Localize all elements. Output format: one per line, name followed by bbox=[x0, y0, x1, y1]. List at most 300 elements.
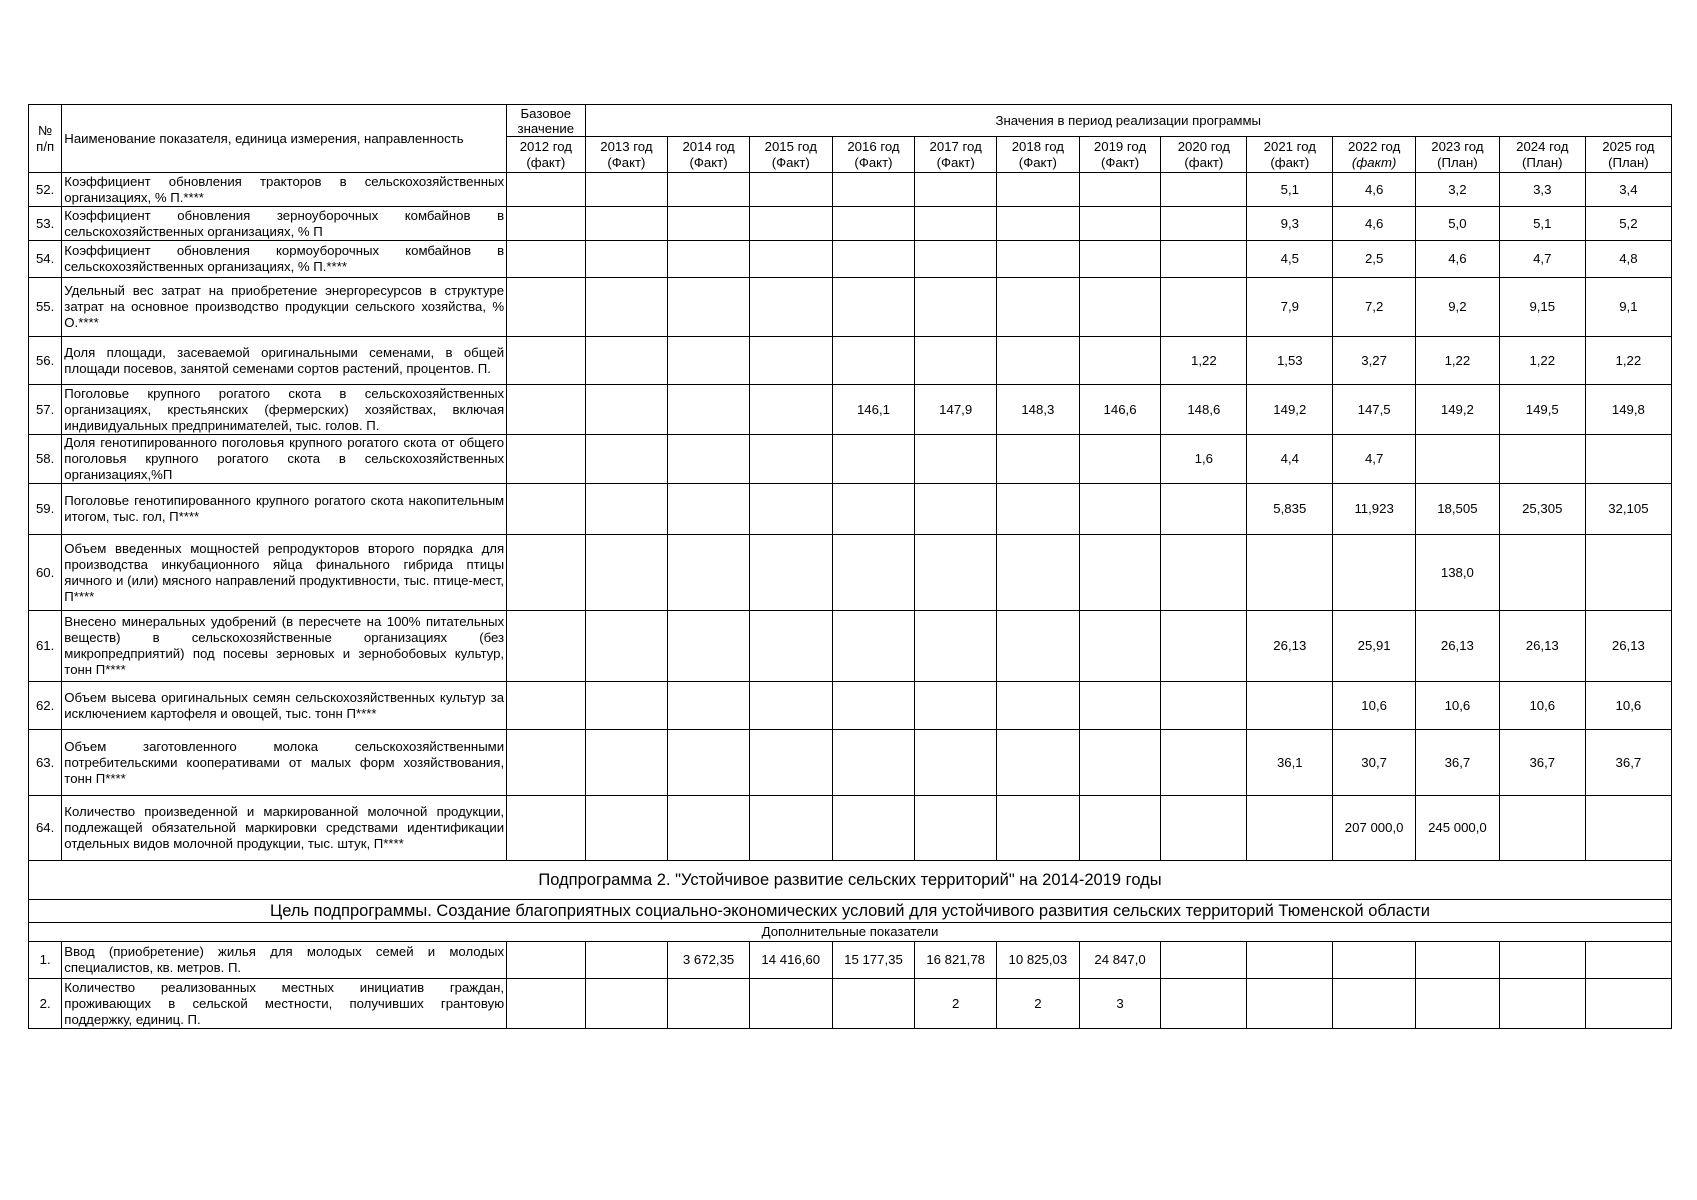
row-number: 2. bbox=[29, 979, 62, 1029]
indicator-value: 245 000,0 bbox=[1416, 796, 1500, 861]
indicator-value: 30,7 bbox=[1333, 730, 1416, 796]
indicator-value: 36,1 bbox=[1247, 730, 1333, 796]
indicator-value: 26,13 bbox=[1585, 611, 1671, 682]
header-year bbox=[585, 137, 668, 173]
indicator-value: 149,5 bbox=[1499, 385, 1585, 435]
indicator-value: 3 672,35 bbox=[668, 942, 750, 979]
indicator-value bbox=[1499, 796, 1585, 861]
header-year-label: 2025 год bbox=[1602, 138, 1655, 154]
indicator-value: 36,7 bbox=[1499, 730, 1585, 796]
indicator-value bbox=[1161, 979, 1247, 1029]
table-row bbox=[29, 611, 1672, 682]
indicator-value: 1,22 bbox=[1585, 337, 1671, 385]
header-year-label: 2012 год bbox=[519, 138, 572, 154]
table-row bbox=[29, 942, 1672, 979]
indicator-value bbox=[832, 484, 915, 535]
indicator-name: Внесено минеральных удобрений (в пересчете на 100% питательных веществ) в сельскохозяйственные организациях (без микропредприятий) под посевы зерновых и зернобобовых культур, тонн П**** bbox=[62, 611, 507, 682]
header-year bbox=[1333, 137, 1416, 173]
indicator-value bbox=[997, 207, 1080, 241]
indicator-value bbox=[1585, 535, 1671, 611]
indicator-value bbox=[749, 435, 832, 484]
indicator-value: 16 821,78 bbox=[915, 942, 997, 979]
header-year-type: (План) bbox=[1608, 154, 1649, 170]
row-number: 60. bbox=[29, 535, 62, 611]
indicator-value bbox=[915, 241, 997, 278]
indicator-value: 149,8 bbox=[1585, 385, 1671, 435]
indicator-value bbox=[507, 278, 585, 337]
table-row bbox=[29, 278, 1672, 337]
indicator-value: 26,13 bbox=[1247, 611, 1333, 682]
header-period: Значения в период реализации программы bbox=[585, 105, 1671, 137]
indicator-value: 3 bbox=[1079, 979, 1161, 1029]
indicator-value: 2 bbox=[997, 979, 1080, 1029]
row-number: 52. bbox=[29, 173, 62, 207]
table-row bbox=[29, 207, 1672, 241]
indicator-value: 2,5 bbox=[1333, 241, 1416, 278]
indicator-value bbox=[749, 535, 832, 611]
indicator-value: 149,2 bbox=[1247, 385, 1333, 435]
indicator-value bbox=[997, 241, 1080, 278]
indicator-value bbox=[1161, 730, 1247, 796]
indicator-value bbox=[1161, 796, 1247, 861]
indicator-value bbox=[997, 535, 1080, 611]
indicator-value bbox=[507, 535, 585, 611]
indicator-value: 3,2 bbox=[1416, 173, 1500, 207]
table-row bbox=[29, 979, 1672, 1029]
indicator-value: 1,22 bbox=[1416, 337, 1500, 385]
indicator-value bbox=[832, 435, 915, 484]
header-year bbox=[997, 137, 1080, 173]
indicator-value: 5,1 bbox=[1247, 173, 1333, 207]
indicator-value bbox=[1416, 942, 1500, 979]
indicators-table bbox=[28, 104, 1672, 1029]
indicator-value bbox=[507, 207, 585, 241]
indicator-value bbox=[668, 337, 750, 385]
indicator-value bbox=[1333, 535, 1416, 611]
indicator-value bbox=[1161, 682, 1247, 730]
indicator-value bbox=[668, 241, 750, 278]
header-year-type: (Факт) bbox=[1100, 154, 1140, 170]
indicator-value bbox=[1416, 979, 1500, 1029]
indicator-value: 9,1 bbox=[1585, 278, 1671, 337]
indicator-value bbox=[668, 173, 750, 207]
indicator-value bbox=[1079, 535, 1161, 611]
indicator-value bbox=[915, 278, 997, 337]
indicator-value: 3,4 bbox=[1585, 173, 1671, 207]
indicator-name: Коэффициент обновления зерноуборочных комбайнов в сельскохозяйственных организациях, % П bbox=[62, 207, 507, 241]
indicator-value bbox=[997, 730, 1080, 796]
indicator-value: 26,13 bbox=[1499, 611, 1585, 682]
header-year-type: (факт) bbox=[526, 154, 566, 170]
row-number: 56. bbox=[29, 337, 62, 385]
table-row bbox=[29, 535, 1672, 611]
indicator-value bbox=[1161, 484, 1247, 535]
indicator-value bbox=[1161, 241, 1247, 278]
table-row bbox=[29, 241, 1672, 278]
indicator-value bbox=[507, 337, 585, 385]
indicator-value bbox=[1499, 435, 1585, 484]
indicator-value bbox=[668, 682, 750, 730]
indicator-value bbox=[668, 207, 750, 241]
header-base: Базовое значение bbox=[507, 105, 585, 137]
indicator-value: 4,7 bbox=[1333, 435, 1416, 484]
table-row bbox=[29, 796, 1672, 861]
indicator-value: 10,6 bbox=[1333, 682, 1416, 730]
indicator-name: Ввод (приобретение) жилья для молодых семей и молодых специалистов, кв. метров. П. bbox=[62, 942, 507, 979]
row-number: 54. bbox=[29, 241, 62, 278]
indicator-value: 147,9 bbox=[915, 385, 997, 435]
indicator-value bbox=[1161, 535, 1247, 611]
table-row bbox=[29, 730, 1672, 796]
indicator-value bbox=[1585, 435, 1671, 484]
indicator-value bbox=[749, 682, 832, 730]
indicator-value bbox=[1585, 979, 1671, 1029]
indicator-value: 1,6 bbox=[1161, 435, 1247, 484]
indicator-value bbox=[1333, 979, 1416, 1029]
indicator-value: 1,22 bbox=[1161, 337, 1247, 385]
additional-indicators-label-row bbox=[29, 923, 1672, 942]
indicator-value: 5,835 bbox=[1247, 484, 1333, 535]
indicator-value bbox=[668, 385, 750, 435]
indicator-value bbox=[1079, 796, 1161, 861]
indicator-value bbox=[585, 682, 668, 730]
indicator-value: 148,6 bbox=[1161, 385, 1247, 435]
indicator-name: Поголовье генотипированного крупного рогатого скота накопительным итогом, тыс. гол, П**** bbox=[62, 484, 507, 535]
indicator-value: 11,923 bbox=[1333, 484, 1416, 535]
indicator-value bbox=[585, 435, 668, 484]
indicator-value bbox=[1161, 278, 1247, 337]
indicator-value bbox=[997, 682, 1080, 730]
indicator-value bbox=[1079, 682, 1161, 730]
indicator-value bbox=[1499, 942, 1585, 979]
indicator-value bbox=[585, 942, 668, 979]
indicator-value bbox=[507, 682, 585, 730]
indicator-value bbox=[749, 979, 832, 1029]
indicator-value: 4,6 bbox=[1416, 241, 1500, 278]
row-number: 57. bbox=[29, 385, 62, 435]
indicator-value bbox=[1079, 435, 1161, 484]
indicator-value: 1,22 bbox=[1499, 337, 1585, 385]
indicator-value bbox=[507, 385, 585, 435]
indicator-value bbox=[832, 979, 915, 1029]
indicator-value bbox=[1079, 173, 1161, 207]
indicator-value: 4,8 bbox=[1585, 241, 1671, 278]
indicator-value: 18,505 bbox=[1416, 484, 1500, 535]
indicator-name: Коэффициент обновления тракторов в сельскохозяйственных организациях, % П.**** bbox=[62, 173, 507, 207]
indicator-name: Объем введенных мощностей репродукторов второго порядка для производства инкубационного яйца финального гибрида птицы яичного и (или) мясного направлений продуктивности, тыс. птице-мест, П**** bbox=[62, 535, 507, 611]
subprogram-title: Подпрограмма 2. "Устойчивое развитие сельских территорий" на 2014-2019 годы bbox=[29, 861, 1672, 900]
indicator-value: 3,3 bbox=[1499, 173, 1585, 207]
indicator-value: 149,2 bbox=[1416, 385, 1500, 435]
indicator-value: 9,15 bbox=[1499, 278, 1585, 337]
indicator-value bbox=[585, 730, 668, 796]
indicator-value bbox=[749, 278, 832, 337]
subprogram-goal-row bbox=[29, 900, 1672, 923]
indicator-value bbox=[1079, 207, 1161, 241]
indicator-name: Коэффициент обновления кормоуборочных комбайнов в сельскохозяйственных организациях, % П.**** bbox=[62, 241, 507, 278]
indicator-value: 26,13 bbox=[1416, 611, 1500, 682]
indicator-value bbox=[832, 207, 915, 241]
indicator-value bbox=[1079, 241, 1161, 278]
indicator-value bbox=[915, 796, 997, 861]
indicator-value bbox=[1585, 942, 1671, 979]
additional-indicators-label: Дополнительные показатели bbox=[29, 923, 1672, 942]
header-year-type: (Факт) bbox=[936, 154, 975, 170]
row-number: 1. bbox=[29, 942, 62, 979]
subprogram-title-row bbox=[29, 861, 1672, 900]
header-year-label: 2019 год bbox=[1093, 138, 1147, 154]
indicator-value bbox=[832, 337, 915, 385]
table-row bbox=[29, 337, 1672, 385]
indicator-value: 146,6 bbox=[1079, 385, 1161, 435]
table-row bbox=[29, 682, 1672, 730]
table-row bbox=[29, 484, 1672, 535]
header-year-label: 2017 год bbox=[929, 138, 982, 154]
row-number: 58. bbox=[29, 435, 62, 484]
indicator-value bbox=[997, 337, 1080, 385]
indicator-value: 9,3 bbox=[1247, 207, 1333, 241]
indicator-value bbox=[749, 173, 832, 207]
indicator-value bbox=[1247, 796, 1333, 861]
indicator-value bbox=[749, 611, 832, 682]
table-row bbox=[29, 435, 1672, 484]
header-year-label: 2024 год bbox=[1516, 138, 1569, 154]
indicator-value: 10,6 bbox=[1499, 682, 1585, 730]
indicator-value bbox=[915, 337, 997, 385]
indicator-name: Объем высева оригинальных семян сельскохозяйственных культур за исключением картофеля и овощей, тыс. тонн П**** bbox=[62, 682, 507, 730]
indicator-value bbox=[749, 730, 832, 796]
indicator-value bbox=[749, 484, 832, 535]
indicator-name: Количество реализованных местных инициатив граждан, проживающих в сельской местности, получивших грантовую поддержку, единиц. П. bbox=[62, 979, 507, 1029]
indicator-value bbox=[997, 278, 1080, 337]
indicator-value: 138,0 bbox=[1416, 535, 1500, 611]
header-year-label: 2015 год bbox=[764, 138, 817, 154]
header-year bbox=[1585, 137, 1671, 173]
header-name: Наименование показателя, единица измерения, направленность bbox=[62, 105, 507, 173]
header-year-type: (факт) bbox=[1270, 154, 1310, 170]
indicator-value bbox=[585, 385, 668, 435]
row-number: 63. bbox=[29, 730, 62, 796]
indicator-value bbox=[668, 435, 750, 484]
header-year-label: 2022 год bbox=[1348, 138, 1401, 154]
indicator-value bbox=[668, 611, 750, 682]
indicator-value bbox=[997, 173, 1080, 207]
indicator-value bbox=[1247, 942, 1333, 979]
indicator-value: 10 825,03 bbox=[997, 942, 1080, 979]
indicator-value bbox=[749, 337, 832, 385]
indicator-value bbox=[915, 484, 997, 535]
indicator-value bbox=[585, 796, 668, 861]
indicator-value: 10,6 bbox=[1585, 682, 1671, 730]
indicator-value bbox=[1585, 796, 1671, 861]
header-year-type: (Факт) bbox=[689, 154, 728, 170]
indicator-value bbox=[832, 730, 915, 796]
indicator-name: Доля площади, засеваемой оригинальными семенами, в общей площади посевов, занятой семенами сортов растений, процентов. П. bbox=[62, 337, 507, 385]
indicator-value: 5,0 bbox=[1416, 207, 1500, 241]
indicator-value bbox=[1079, 278, 1161, 337]
indicator-value: 7,2 bbox=[1333, 278, 1416, 337]
indicator-value bbox=[585, 484, 668, 535]
indicator-value bbox=[1247, 979, 1333, 1029]
indicator-value: 32,105 bbox=[1585, 484, 1671, 535]
header-year-type: (План) bbox=[1521, 154, 1563, 170]
indicator-value bbox=[1247, 535, 1333, 611]
indicator-value bbox=[997, 435, 1080, 484]
indicator-value bbox=[749, 385, 832, 435]
indicator-name: Доля генотипированного поголовья крупного рогатого скота от общего поголовья крупного рогатого скота в сельскохозяйственных организациях,%П bbox=[62, 435, 507, 484]
indicator-value: 4,7 bbox=[1499, 241, 1585, 278]
indicator-value bbox=[1161, 942, 1247, 979]
header-year-label: 2013 год bbox=[600, 138, 653, 154]
indicator-value: 4,5 bbox=[1247, 241, 1333, 278]
header-year-label: 2018 год bbox=[1011, 138, 1064, 154]
indicator-value bbox=[1499, 979, 1585, 1029]
header-year bbox=[915, 137, 997, 173]
header-year bbox=[668, 137, 750, 173]
header-year bbox=[507, 137, 585, 173]
row-number: 64. bbox=[29, 796, 62, 861]
header-year-type: (Факт) bbox=[607, 154, 646, 170]
indicator-value: 24 847,0 bbox=[1079, 942, 1161, 979]
indicator-value bbox=[585, 979, 668, 1029]
table-row bbox=[29, 173, 1672, 207]
indicator-value bbox=[507, 942, 585, 979]
indicator-value bbox=[1333, 942, 1416, 979]
header-year bbox=[1499, 137, 1585, 173]
indicator-value bbox=[585, 241, 668, 278]
indicator-value bbox=[585, 173, 668, 207]
indicator-value bbox=[507, 979, 585, 1029]
indicator-value bbox=[507, 173, 585, 207]
indicator-value bbox=[832, 796, 915, 861]
indicator-value bbox=[1161, 173, 1247, 207]
indicator-value bbox=[915, 535, 997, 611]
indicator-value: 7,9 bbox=[1247, 278, 1333, 337]
subprogram-goal: Цель подпрограммы. Создание благоприятных социально-экономических условий для устойчивого развития сельских территорий Тюменской области bbox=[29, 900, 1672, 923]
indicator-value bbox=[997, 484, 1080, 535]
header-year-type: (факт) bbox=[1351, 154, 1397, 170]
header-year-type: (Факт) bbox=[1018, 154, 1057, 170]
indicator-value bbox=[1161, 611, 1247, 682]
indicator-value: 4,6 bbox=[1333, 207, 1416, 241]
header-number: № п/п bbox=[29, 105, 62, 173]
indicator-value bbox=[832, 173, 915, 207]
header-year bbox=[1161, 137, 1247, 173]
header-year-label: 2014 год bbox=[682, 138, 735, 154]
indicator-value bbox=[1079, 484, 1161, 535]
indicator-value bbox=[1247, 682, 1333, 730]
indicator-value: 9,2 bbox=[1416, 278, 1500, 337]
indicator-value: 146,1 bbox=[832, 385, 915, 435]
header-year-type: (План) bbox=[1437, 154, 1478, 170]
table-row bbox=[29, 385, 1672, 435]
indicator-value: 207 000,0 bbox=[1333, 796, 1416, 861]
indicator-value: 2 bbox=[915, 979, 997, 1029]
indicator-value bbox=[507, 435, 585, 484]
indicator-value: 3,27 bbox=[1333, 337, 1416, 385]
indicator-value bbox=[668, 730, 750, 796]
header-year-label: 2020 год bbox=[1177, 138, 1230, 154]
indicator-value bbox=[832, 241, 915, 278]
indicator-value: 15 177,35 bbox=[832, 942, 915, 979]
indicator-value bbox=[915, 611, 997, 682]
indicator-value: 147,5 bbox=[1333, 385, 1416, 435]
row-number: 53. bbox=[29, 207, 62, 241]
header-year bbox=[1416, 137, 1500, 173]
indicator-value: 25,91 bbox=[1333, 611, 1416, 682]
indicator-value bbox=[507, 484, 585, 535]
indicator-value bbox=[915, 173, 997, 207]
indicator-value bbox=[668, 484, 750, 535]
indicator-name: Удельный вес затрат на приобретение энергоресурсов в структуре затрат на основное производство продукции сельского хозяйства, % О.**** bbox=[62, 278, 507, 337]
indicator-value: 4,4 bbox=[1247, 435, 1333, 484]
indicator-value: 5,1 bbox=[1499, 207, 1585, 241]
indicator-value bbox=[1079, 337, 1161, 385]
indicator-value bbox=[832, 682, 915, 730]
indicator-value bbox=[1499, 535, 1585, 611]
indicator-value: 36,7 bbox=[1585, 730, 1671, 796]
indicator-value bbox=[668, 278, 750, 337]
indicator-value bbox=[507, 241, 585, 278]
indicator-value: 10,6 bbox=[1416, 682, 1500, 730]
row-number: 61. bbox=[29, 611, 62, 682]
indicator-value bbox=[915, 207, 997, 241]
indicator-value bbox=[749, 241, 832, 278]
indicator-value bbox=[832, 535, 915, 611]
indicator-value bbox=[668, 796, 750, 861]
indicator-value: 148,3 bbox=[997, 385, 1080, 435]
indicator-value bbox=[507, 796, 585, 861]
indicator-value bbox=[915, 682, 997, 730]
indicator-name: Поголовье крупного рогатого скота в сельскохозяйственных организациях, крестьянских (фермерских) хозяйствах, включая индивидуальных предпринимателей, тыс. голов. П. bbox=[62, 385, 507, 435]
header-year bbox=[832, 137, 915, 173]
header-year-type: (Факт) bbox=[771, 154, 810, 170]
indicator-value bbox=[1079, 611, 1161, 682]
row-number: 59. bbox=[29, 484, 62, 535]
indicator-value bbox=[997, 611, 1080, 682]
indicator-value bbox=[1416, 435, 1500, 484]
row-number: 55. bbox=[29, 278, 62, 337]
header-year-type: (факт) bbox=[1184, 154, 1224, 170]
indicator-name: Количество произведенной и маркированной молочной продукции, подлежащей обязательной маркировки средствами идентификации отдельных видов молочной продукции, тыс. штук, П**** bbox=[62, 796, 507, 861]
indicator-value bbox=[749, 207, 832, 241]
indicator-value bbox=[832, 278, 915, 337]
indicator-value: 5,2 bbox=[1585, 207, 1671, 241]
header-year-label: 2021 год bbox=[1263, 138, 1316, 154]
indicator-value bbox=[585, 207, 668, 241]
indicator-value: 36,7 bbox=[1416, 730, 1500, 796]
indicator-name: Объем заготовленного молока сельскохозяйственными потребительскими кооперативами от малых форм хозяйствования, тонн П**** bbox=[62, 730, 507, 796]
indicator-value: 4,6 bbox=[1333, 173, 1416, 207]
header-year-type: (Факт) bbox=[854, 154, 893, 170]
indicator-value bbox=[585, 337, 668, 385]
indicator-value bbox=[832, 611, 915, 682]
indicator-value bbox=[668, 535, 750, 611]
indicator-value: 14 416,60 bbox=[749, 942, 832, 979]
indicator-value bbox=[915, 730, 997, 796]
header-year bbox=[749, 137, 832, 173]
indicator-value bbox=[585, 611, 668, 682]
indicator-value: 25,305 bbox=[1499, 484, 1585, 535]
header-year-label: 2016 год bbox=[847, 138, 900, 154]
row-number: 62. bbox=[29, 682, 62, 730]
indicator-value bbox=[997, 796, 1080, 861]
indicator-value bbox=[668, 979, 750, 1029]
indicator-value bbox=[507, 611, 585, 682]
header-year-label: 2023 год bbox=[1431, 138, 1484, 154]
indicator-value bbox=[507, 730, 585, 796]
header-year bbox=[1247, 137, 1333, 173]
